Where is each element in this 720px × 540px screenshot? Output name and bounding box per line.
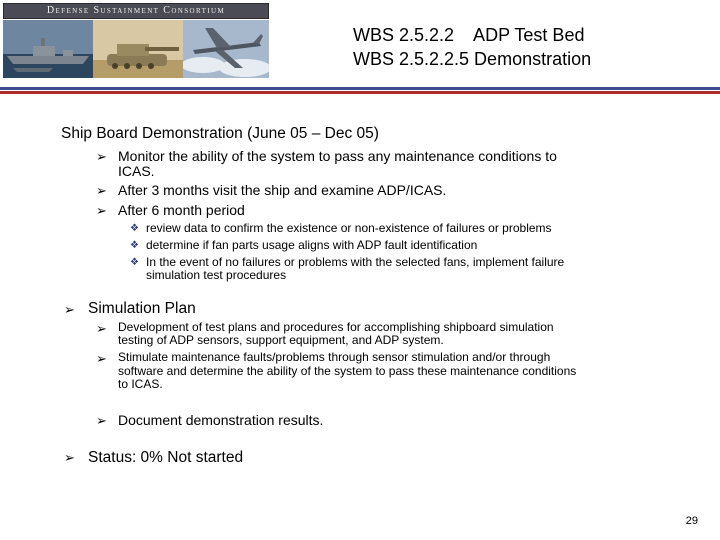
page-number: 29 (685, 515, 698, 527)
status-text: Status: 0% Not started (88, 449, 244, 466)
wbs-title-line-1: WBS 2.5.2.2 ADP Test Bed (353, 25, 585, 45)
simulation-bullet-text: Development of test plans and procedures for accomplishing shipboard simulation (118, 320, 554, 334)
simulation-bullet-text: testing of ADP sensors, support equipment, and ADP system. (118, 333, 444, 347)
arrow-bullet-icon: ➢ (96, 203, 107, 218)
diamond-bullet-icon: ❖ (130, 257, 139, 268)
sub-bullet-text: determine if fan parts usage aligns with ADP fault identification (146, 238, 478, 252)
bullet-text: After 6 month period (118, 202, 245, 218)
diamond-bullet-icon: ❖ (130, 240, 139, 251)
simulation-bullet-text: software and determine the ability of the system to pass these maintenance conditions (118, 364, 577, 378)
sub-bullet-text: review data to confirm the existence or non-existence of failures or problems (146, 221, 552, 235)
wbs-title-line-2: WBS 2.5.2.2.5 Demonstration (353, 49, 592, 69)
arrow-bullet-icon: ➢ (96, 149, 107, 164)
bullet-text: ICAS. (118, 163, 155, 179)
arrow-bullet-icon: ➢ (96, 413, 107, 428)
bullet-text: After 3 months visit the ship and examine ADP/ICAS. (118, 182, 447, 198)
arrow-bullet-icon: ➢ (64, 450, 75, 465)
sub-bullet-text: In the event of no failures or problems with the selected fans, implement failure (146, 255, 565, 269)
simulation-bullet-text: to ICAS. (118, 377, 163, 391)
consortium-banner: Defense Sustainment Consortium (3, 3, 269, 19)
sub-bullet-text: simulation test procedures (146, 268, 287, 282)
diamond-bullet-icon: ❖ (130, 223, 139, 234)
arrow-bullet-icon: ➢ (96, 321, 107, 336)
bullet-text: Monitor the ability of the system to pass any maintenance conditions to (118, 148, 557, 164)
simulation-plan-heading: Simulation Plan (88, 300, 196, 317)
arrow-bullet-icon: ➢ (96, 183, 107, 198)
arrow-bullet-icon: ➢ (64, 302, 75, 317)
arrow-bullet-icon: ➢ (96, 351, 107, 366)
ship-board-heading: Ship Board Demonstration (June 05 – Dec 05) (61, 125, 379, 142)
simulation-bullet-text: Stimulate maintenance faults/problems through sensor stimulation and/or through (118, 350, 551, 364)
document-results-text: Document demonstration results. (118, 412, 324, 428)
